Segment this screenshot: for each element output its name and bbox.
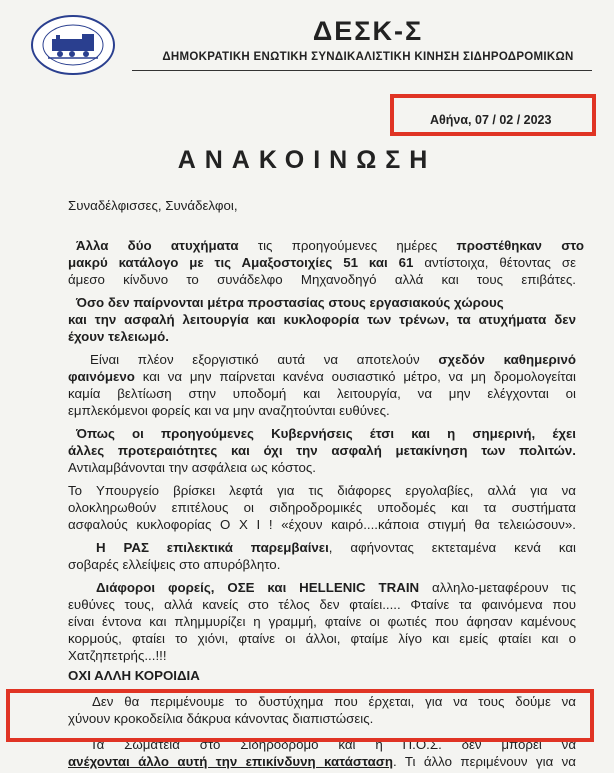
text-segment: , αφήνοντας εκτεταμένα κενά και bbox=[328, 540, 576, 555]
text-line bbox=[68, 459, 316, 476]
text-segment: σοβαρές ελλείψεις στο απυρόβλητο. bbox=[68, 557, 281, 572]
text-line bbox=[68, 328, 169, 345]
text-segment: και την ασφαλή λειτουργία και κυκλοφορία των τρένων, τα ατυχήματα δεν bbox=[68, 312, 576, 327]
text-segment: φαινόμενο bbox=[68, 369, 135, 384]
text-line bbox=[68, 596, 576, 613]
text-segment: καμία βελτίωση στην υποδομή και λειτουργία, να μην ελέγχονται οι bbox=[68, 386, 576, 401]
text-line bbox=[68, 197, 238, 214]
text-line bbox=[76, 425, 576, 442]
header-divider bbox=[132, 70, 592, 71]
text-segment: προστέθηκαν στο bbox=[456, 238, 584, 253]
text-segment: μακρύ κατάλογο με τις Αμαξοστοιχίες 51 και 61 bbox=[68, 255, 414, 270]
text-line bbox=[68, 442, 576, 459]
text-line bbox=[68, 368, 576, 385]
text-segment: Διάφοροι φορείς, ΟΣΕ και HELLENIC TRAIN bbox=[96, 580, 420, 595]
text-line bbox=[68, 516, 576, 533]
text-segment: σχεδόν καθημερινό bbox=[438, 352, 576, 367]
text-segment: Δεν θα περιμένουμε το δυστύχημα που έρχεται, για να τους δούμε να bbox=[92, 694, 576, 709]
text-segment: ανέχονται άλλο αυτή την επικίνδυνη κατάσταση bbox=[68, 754, 393, 769]
text-line bbox=[96, 579, 576, 596]
text-line bbox=[68, 613, 576, 630]
quote-highlight-box bbox=[6, 689, 594, 742]
text-line bbox=[76, 237, 584, 254]
text-segment: Συναδέλφισσες, Συνάδελφοι, bbox=[68, 198, 238, 213]
text-line bbox=[68, 385, 576, 402]
announcement-heading: ΑΝΑΚΟΙΝΩΣΗ bbox=[177, 146, 437, 174]
text-segment: εμπλεκόμενοι φορείς και να μην αναζητούνται ευθύνες. bbox=[68, 403, 390, 418]
text-line bbox=[68, 647, 167, 664]
text-segment: Το Υπουργείο βρίσκει λεφτά για τις διάφορες εργολαβίες, αλλά για να bbox=[68, 483, 576, 498]
text-line bbox=[90, 351, 576, 368]
text-segment: αντίστοιχα, θέτοντας σε bbox=[413, 255, 576, 270]
text-segment: Χατζηπετρής...!!! bbox=[68, 648, 167, 663]
text-segment: Όσο δεν παίρνονται μέτρα προστασίας στους εργασιακούς χώρους bbox=[76, 295, 504, 310]
org-name: ΔΕΣΚ-Σ bbox=[312, 16, 424, 46]
text-segment: χύνουν κροκοδείλια δάκρυα κάνοντας διαπιστώσεις. bbox=[68, 711, 374, 726]
text-segment: αλληλο-μεταφέρουν τις bbox=[419, 580, 576, 595]
org-subtitle: ΔΗΜΟΚΡΑΤΙΚΗ ΕΝΩΤΙΚΗ ΣΥΝΔΙΚΑΛΙΣΤΙΚΗ ΚΙΝΗΣΗ ΣΙΔΗΡΟΔΡΟΜΙΚΩΝ bbox=[162, 51, 574, 63]
text-line bbox=[68, 667, 200, 684]
text-segment: . Τι άλλο περιμένουν για να bbox=[392, 754, 576, 769]
text-segment: ΟΧΙ ΑΛΛΗ ΚΟΡΟΙΔΙΑ bbox=[68, 668, 200, 683]
text-segment: έχουν τελειωμό. bbox=[68, 329, 169, 344]
text-segment: άμεσο κίνδυνο το συνάδελφο Μηχανοδηγό αλλά και τους επιβάτες. bbox=[68, 272, 576, 287]
text-line bbox=[68, 482, 576, 499]
text-segment: άλλες προτεραιότητες και όχι την ασφαλή μετακίνηση των πολιτών. bbox=[68, 443, 576, 458]
text-line bbox=[68, 499, 576, 516]
text-line bbox=[68, 630, 576, 647]
text-segment: ασφαλούς κυκλοφορίας Ο Χ Ι ! «έχουν καιρό....κάποια στιγμή θα τελειώσουν». bbox=[68, 517, 576, 532]
text-segment: Άλλα δύο ατυχήματα bbox=[76, 238, 239, 253]
text-segment: κορμούς, φταίει το χιόνι, φταίνε οι άλλοι, φταίμε λίγο και εμείς φταίει και ο bbox=[68, 631, 576, 646]
text-line bbox=[68, 254, 576, 271]
document-date: Αθήνα, 07 / 02 / 2023 bbox=[430, 113, 552, 127]
text-line bbox=[68, 271, 576, 288]
text-line bbox=[68, 556, 280, 573]
text-segment: τις προηγούμενες ημέρες bbox=[238, 238, 457, 253]
text-segment: είναι έντονα και πλημμυρίζει η γραμμή, φταίνε οι φωτιές που άφησαν καμένους bbox=[68, 614, 576, 629]
union-logo-icon bbox=[30, 14, 116, 76]
text-segment: Τα Σωματεία στο Σιδηρόδρομο και η Π.Ο.Σ. δεν μπορεί να bbox=[90, 737, 576, 752]
text-line bbox=[68, 311, 576, 328]
text-line bbox=[68, 402, 390, 419]
text-line bbox=[68, 753, 576, 770]
text-segment: Είναι πλέον εξοργιστικό αυτά να αποτελούν bbox=[90, 352, 439, 367]
text-line bbox=[96, 539, 576, 556]
text-segment: ευθύνες τους, αλλά κανείς στο τέλος δεν φταίει..... Φταίνε τα φαινόμενα που bbox=[68, 597, 576, 612]
text-segment: Αντιλαμβάνονται την ασφάλεια ως κόστος. bbox=[68, 460, 316, 475]
text-segment: ολοκληρωθούν επιτέλους οι σιδηροδρομικές υποδομές και τα συστήματα bbox=[68, 500, 576, 515]
text-segment: Η ΡΑΣ επιλεκτικά παρεμβαίνει bbox=[96, 540, 329, 555]
text-segment: και να μην παίρνεται κανένα ουσιαστικό μέτρο, να μη δρομολογείται bbox=[134, 369, 576, 384]
text-line bbox=[76, 294, 504, 311]
text-segment: Όπως οι προηγούμενες Κυβερνήσεις έτσι και η σημερινή, έχει bbox=[76, 426, 576, 441]
